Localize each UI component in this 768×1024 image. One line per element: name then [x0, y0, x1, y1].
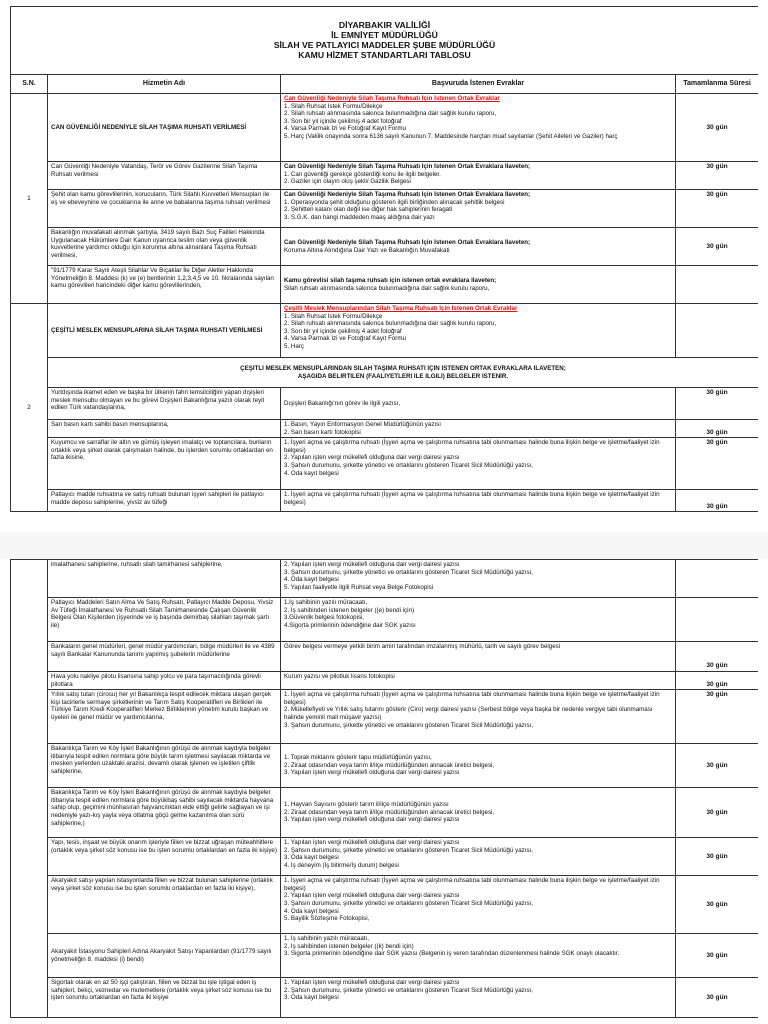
document-item: 2. Şehitten kalanı olan değil ise diğer hak sahiplerinin feragati — [284, 206, 453, 214]
document-item: 5. Harç — [284, 342, 304, 350]
document-item: 1. İşyeri açma ve çalıştırma ruhsatı (İşyeri açma ve çalıştırma ruhsatına tabi olunmaması halinde buna ilişkin belge ve işletme/faaliyet izin belgesi) — [284, 491, 660, 506]
header-table-title: KAMU HİZMET STANDARTLARI TABLOSU — [298, 50, 471, 60]
document-item: 2. Ziraat odasından veya tarım il/ilçe müdürlüğünden alınacak üretici belgesi, — [284, 761, 495, 769]
document-item: 1.İş sahibinin yazılı müracaatı, — [284, 599, 368, 606]
table-row — [11, 190, 759, 228]
document-item: 1. Operasyonda şehit olduğunu gösteren ilgili birliğinden alınacak şehitlik belgesi — [284, 198, 505, 206]
document-item: 1. Hayvan Sayısını gösterir tarım il/ilçe müdürlüğünün yazısı — [284, 801, 449, 809]
service-name: Kuyumcu ve sarraflar ile altın ve gümüş işleyen imalatçı ve toptancılara, bunların ortaklık veya şirket olarak çalışmaları halinde, bu işlerden sorumlu ortaklardan en fazla ikisine, — [48, 438, 281, 490]
table-row — [11, 788, 759, 838]
row-number — [11, 560, 48, 1018]
completion-time: 30 gün — [676, 490, 759, 512]
service-name: Şehit olan kamu görevlilerinin, korucuların, Türk Silahlı Kuvvetleri Mensupları ile eş ve ebeveynine ve çocuklarına ile anne ve babalarına taşıma ruhsatı verilmesi — [48, 190, 281, 228]
document-item: 2. Mükellefiyeti ve Yıllık satış tutarını gösterir (Ciro) vergi dairesi yazısı (Serbest bölge veya başka bir nedenle vergiye tabi olunmaması halinde yeminli mali müşavir yazısı) — [284, 706, 653, 721]
required-documents — [281, 228, 676, 266]
document-item: 1. Silah Ruhsat İstek Formu/Dilekçe — [284, 102, 383, 110]
section-note-line: ÇEŞİTLİ MESLEK MENSUPLARINDAN SİLAH TAŞIMA RUHSATI İÇİN İSTENEN ORTAK EVRAKLARA İLAVETEN; — [240, 364, 566, 372]
document-item: 3. Şahsın durumunu, şirkette yönetici ve ortaklarını gösteren Ticaret Sicil Müdürlüğü yazısı, — [284, 899, 533, 907]
completion-time: 30 gün — [676, 744, 759, 788]
completion-time: 30 gün — [676, 876, 759, 934]
document-item: 2. Yapılan işten vergi mükellefi olduğuna dair vergi dairesi yazısı — [284, 561, 460, 568]
service-name: Bakanlığın muvafakati alınmak şartıyla, 3419 sayılı Bazı Suç Failleri Hakkında Uygulanacak Hükümlere Dair Kanun uyarınca teslim olan veya güvenlik kuvvetlerine yardımcı olduğu için korunma altına alınanlara Taşıma Ruhsatı verilmesi, — [48, 228, 281, 266]
table-row — [11, 490, 759, 512]
standards-table-page-1 — [10, 6, 758, 512]
document-item: 2. Ziraat odasından veya tarım il/ilçe müdürlüğünden alınacak üretici belgesi, — [284, 808, 495, 816]
section-note — [48, 358, 759, 388]
completion-time: 30 gün — [676, 838, 759, 876]
document-heading: Can Güvenliği Nedeniyle Silah Taşıma Ruhsatı İçin İstenen Ortak Evraklara İlaveten; — [284, 163, 531, 170]
header-governorship: DİYARBAKIR VALİLİĞİ — [338, 20, 431, 30]
completion-time: 30 gün — [676, 162, 759, 190]
document-item: 3.Güvenlik belgesi fotokopisi, — [284, 614, 365, 622]
service-name: Bakanlıkça Tarım ve Köy İşleri Bakanlığının görüşü de alınmak kaydıyla belgeler itibarıyla tespit edilen normlara göre büyükbaş sahibi sayılacak miktarda hayvana sahip olup, geçimini münhasıran hayvancılıktan elde ettiği gelirle sağlayan ve işi nedeniyle yazı-kış yayla veya otlatma göçü gelme kazanılma olan sürü sahiplerine,) — [48, 788, 281, 838]
completion-time — [676, 560, 759, 598]
document-item: 3. Oda kayıt belgesi — [284, 994, 339, 1002]
table-row — [11, 438, 759, 490]
document-item: 3. Oda kayıt belgesi — [284, 854, 339, 862]
table-row — [11, 94, 759, 162]
document-item: 5. Bayilik Sözleşme Fotokopisi, — [284, 915, 370, 923]
table-row — [11, 266, 759, 304]
column-header-documents: Başvuruda İstenen Evraklar — [281, 75, 676, 94]
completion-time: 30 gün — [676, 934, 759, 978]
completion-time: 30 gün — [676, 690, 759, 744]
required-documents — [281, 490, 676, 512]
required-documents — [281, 934, 676, 978]
document-item: 2. Gaziler için olayın oluş şekli/ Gazilik Belgesi — [284, 178, 411, 186]
document-item: Dışişleri Bakanlığı'nın görev ile ilgili yazısı, — [284, 399, 401, 407]
document-item: 4. Varsa Parmak İzi ve Fotoğraf Kayıt Formu — [284, 335, 406, 343]
document-item: 3. Son bir yıl içinde çekilmiş 4 adet fotoğraf — [284, 117, 402, 125]
completion-time: 30 gün — [676, 788, 759, 838]
service-name: Patlayıcı madde ruhsatına ve satış ruhsatı bulunan işyeri sahipleri ile patlayıcı madde deposu sahiplerine, yivsiz av tüfeği — [48, 490, 281, 512]
document-item: 2. Sarı basın kartı fotokopisi — [284, 428, 361, 436]
required-documents — [281, 94, 676, 162]
document-item: 1. Silah Ruhsat İstek Formu/Dilekçe — [284, 312, 383, 320]
document-item: 1. İşyeri açma ve çalıştırma ruhsatı (İşyeri açma ve çalıştırma ruhsatına tabi olunmaması halinde buna ilişkin belge ve işletme/faaliyet izin belgesi) — [284, 691, 660, 706]
completion-time: 30 gün — [676, 438, 759, 490]
document-item: 3. Yapılan işten vergi mükellefi olduğuna dair vergi dairesi yazısı — [284, 769, 460, 777]
table-row — [11, 642, 759, 672]
table-row — [11, 388, 759, 420]
service-name: Bankaların genel müdürleri, genel müdür yardımcıları, bölge müdürleri ile ve 4389 sayılı Bankalar Kanununda tanımı yapılmış şubelerin müdürlerine — [48, 642, 281, 672]
document-page-2 — [10, 559, 758, 1024]
table-row — [11, 420, 759, 438]
completion-time: 30 gün — [676, 190, 759, 228]
row-number: 2 — [11, 304, 48, 512]
service-name: Bakanlıkça Tarım ve Köy İşleri Bakanlığının görüşü de alınmak kaydıyla belgeler itibarıyla tespit edilen normlara göre büyük tarım işletmesi sayılacak miktarda ve mesken yerlerden uzaktaki arazisi, devamlı olarak işlenen ve işletilen çiftlik sahiplerine, — [48, 744, 281, 788]
service-name: Patlayıcı Maddeleri Satın Alma Ve Satış Ruhsatı, Patlayıcı Madde Deposu, Yivsiz Av Tüfeği İmalathanesi Ve Ruhsatlı Silah Tamirhanesinde Çalışan Güvenlik Belgesi Olan Kişilerden (işyerinde ve iş başında demirbaş silahları taşımak şartı ile) — [48, 598, 281, 642]
completion-time — [676, 266, 759, 304]
document-heading: Can Güvenliği Nedeniyle Silah Taşıma Ruhsatı İçin İstenen Ortak Evraklara İlaveten; — [284, 191, 531, 198]
document-item: 2. Yapılan işten vergi mükellefi olduğuna dair vergi dairesi yazısı — [284, 454, 460, 462]
standards-table-page-2 — [10, 559, 758, 1018]
required-documents — [281, 788, 676, 838]
document-item: 2. Şahsın durumunu, şirkette yönetici ve ortaklarını gösteren Ticaret Sicil Müdürlüğü yazısı, — [284, 986, 533, 994]
document-page-1 — [10, 6, 758, 532]
document-item: 3. Şahsın durumunu, şirkette yönetici ve ortaklarını gösteren Ticaret Sicil Müdürlüğü yazısı, — [284, 721, 533, 729]
required-documents — [281, 978, 676, 1018]
service-name: Yapı, tesis, inşaat ve büyük onarım işleriyle fiilen ve bizzat uğraşan müteahhitlere (ortaklık veya şirket söz konusu ise bu işten sorumlu ortaklardan en fazla iki kişiye) — [48, 838, 281, 876]
table-row — [11, 560, 759, 598]
required-documents — [281, 190, 676, 228]
header-police-directorate: İL EMNİYET MÜDÜRLÜĞÜ — [331, 30, 438, 40]
document-item: 4. İş deneyim (İş bitirme/İş durum) belgesi — [284, 861, 399, 869]
required-documents — [281, 598, 676, 642]
document-heading: Kamu görevlisi silah taşıma ruhsatı için istenen ortak evraklara ilaveten; — [284, 276, 497, 284]
service-name: Akaryakıt satışı yapılan istasyonlarda fiilen ve bizzat bulunan sahiplerine (ortaklık veya şirket söz konusu ise bu işten sorumlu ortaklardan en fazla iki kişiye), — [48, 876, 281, 934]
table-row — [11, 672, 759, 690]
section-note-line: AŞAĞIDA BELİRTİLEN (FAALİYETLERİ İLE İLGİLİ) BELGELER İSTENİR. — [297, 372, 509, 380]
required-documents — [281, 438, 676, 490]
table-row — [11, 744, 759, 788]
required-documents — [281, 744, 676, 788]
document-item: 4. Oda kayıt belgesi — [284, 907, 339, 915]
required-documents — [281, 420, 676, 438]
document-item: 1. İşyeri açma ve çalıştırma ruhsatı (İşyeri açma ve çalıştırma ruhsatına tabi olunmaması halinde buna ilişkin belge ve işletme/faaliyet izin belgesi) — [284, 877, 660, 892]
required-documents — [281, 838, 676, 876]
document-item: 3. Yapılan işten vergi mükellefi olduğuna dair vergi dairesi yazısı — [284, 816, 460, 824]
table-row — [11, 690, 759, 744]
table-row — [11, 838, 759, 876]
document-item: 1. Basın, Yayın Enformasyon Genel Müdürlüğünün yazısı — [284, 421, 441, 428]
table-row — [11, 162, 759, 190]
completion-time: 30 gün — [676, 642, 759, 672]
document-item: 5. Harç (Valilik onayında sonra 6136 sayılı Kanunun 7. Maddesinde harçtan muaf sayılanlar (Şehit Aileleri ve Gaziler) harç — [284, 132, 618, 140]
document-item: 5. Yapılan faaliyetle ilgili Ruhsat veya Belge Fotokopisi — [284, 583, 434, 591]
service-name: Sigortalı olarak en az 50 işçi çalıştıran, fiilen ve bizzat bu işle iştigal eden iş sahipleri, bekçi, veznedar ve mutemetlere (ortaklık veya şirket söz konusu ise bu işten sorumlu ortaklardan en fazla iki kişiye — [48, 978, 281, 1018]
completion-time — [676, 304, 759, 358]
service-name: Sarı basın kartı sahibi basın mensuplarına, — [48, 420, 281, 438]
table-row — [11, 978, 759, 1018]
section-heading: Çeşitli Meslek Mensuplarından Silah Taşıma Ruhsatı İçin İstenen Ortak Evraklar — [284, 305, 518, 312]
completion-time — [676, 598, 759, 642]
service-name: Yıllık satış tutarı (cirosu) her yıl Bakanlıkça tespit edilecek miktara ulaşan gerçek kişi tacirlerle sermaye şirketlerinin ve Tarım Satış Kooperatifleri ve Birlikleri ile Türkiye Tarım Kredi Kooperatifleri Merkez Birliklerinin yönetim kurulu başkan ve üyeleri ile genel müdür ve yardımcılarına, — [48, 690, 281, 744]
column-header-duration: Tamamlanma Süresi — [676, 75, 759, 94]
document-item: 2. Silah ruhsatı alınmasında sakınca bulunmadığına dair sağlık kurulu raporu, — [284, 320, 497, 328]
required-documents — [281, 560, 676, 598]
document-item: 4.Sigorta primlerinin ödendiğine dair SGK yazısı — [284, 621, 416, 629]
service-name: CAN GÜVENLİĞİ NEDENİYLE SİLAH TAŞIMA RUHSATI VERİLMESİ — [48, 94, 281, 162]
document-item: 4. Oda kayıt belgesi — [284, 469, 339, 477]
document-item: 4. Oda kayıt belgesi — [284, 576, 339, 584]
completion-time: 30 gün — [676, 420, 759, 438]
document-item: 1. Yapılan işten vergi mükellefi olduğuna dair vergi dairesi yazısı — [284, 979, 460, 987]
completion-time: 30 gün — [676, 672, 759, 690]
document-header — [11, 7, 759, 75]
completion-time: 30 gün — [676, 94, 759, 162]
service-name: imalathanesi sahiplerine, ruhsatlı silah tamirhanesi sahiplerine, — [48, 560, 281, 598]
completion-time: 30 gün — [676, 228, 759, 266]
document-item: 3. Şahsın durumunu, şirkette yönetici ve ortaklarını gösteren Ticaret Sicil Müdürlüğü yazısı, — [284, 461, 533, 469]
document-item: Koruma Altına Alındığına Dair Yazı ve Bakanlığın Muvafakati — [284, 246, 450, 254]
table-row — [11, 358, 759, 388]
column-header-sn: S.N. — [11, 75, 48, 94]
document-item: 3. S.G.K. dan hangi maddeden maaş aldığına dair yazı — [284, 213, 435, 221]
document-item: 1. Yapılan işten vergi mükellefi olduğuna dair vergi dairesi yazısı — [284, 839, 460, 847]
document-item: 1. İş sahibinin yazılı müracaatı, — [284, 935, 369, 943]
required-documents — [281, 672, 676, 690]
table-row — [11, 876, 759, 934]
document-item: 1. Toprak miktarını gösterir tapu müdürlüğünün yazısı, — [284, 754, 432, 762]
document-item: Görev belgesi vermeye yetkili birim amiri tarafından imzalanmış mühürlü, tarih ve sayılı görev belgesi — [284, 643, 561, 650]
document-item: 1. Can güvenliği gerekçe gösterdiği konu ile ilgili belgeler. — [284, 170, 441, 178]
document-item: 2. İş sahibinden istenen belgeler ((k) bendi için) — [284, 942, 414, 950]
document-item: 3. Sigorta primlerinin ödendiğine dair SGK yazısı (Belgenin iş veren tarafından düzenlenmesi halinde SGK onaylı olacaktır. — [284, 950, 620, 958]
document-item: 2. İş sahibinden istenen belgeler ((e) bendi için) — [284, 606, 415, 614]
required-documents — [281, 642, 676, 672]
required-documents — [281, 876, 676, 934]
document-item: 1. İşyeri açma ve çalıştırma ruhsatı (İşyeri açma ve çalıştırma ruhsatına tabi olunmaması halinde buna ilişkin belge ve işletme/faaliyet izin belgesi) — [284, 439, 660, 454]
required-documents — [281, 304, 676, 358]
document-heading: Can Güvenliği Nedeniyle Silah Taşıma Ruhsatı İçin İstenen Ortak Evraklara İlaveten; — [284, 238, 531, 246]
document-item: 2. Yapılan işten vergi mükellefi olduğuna dair vergi dairesi yazısı — [284, 892, 460, 900]
completion-time: 30 gün — [676, 978, 759, 1018]
completion-time: 30 gün — [676, 388, 759, 420]
row-number: 1 — [11, 94, 48, 304]
document-item: Kurum yazısı ve pilotluk lisans fotokopisi — [284, 673, 395, 680]
document-item: 3. Son bir yıl içinde çekilmiş 4 adet fotoğraf — [284, 327, 402, 335]
document-item: Silah ruhsatı alınmasında sakınca bulunmadığına dair sağlık kurulu raporu, — [284, 284, 490, 292]
header-branch: SİLAH VE PATLAYICI MADDELER ŞUBE MÜDÜRLÜĞÜ — [273, 40, 496, 50]
column-header-service: Hizmetin Adı — [48, 75, 281, 94]
required-documents — [281, 388, 676, 420]
document-item: 2. Şahsın durumunu, şirkette yönetici ve ortaklarını gösteren Ticaret Sicil Müdürlüğü yazısı, — [284, 846, 533, 854]
table-row — [11, 228, 759, 266]
document-item: 3. Şahsın durumunu, şirkette yönetici ve ortaklarını gösteren Ticaret Sicil Müdürlüğü yazısı, — [284, 568, 533, 576]
table-row — [11, 934, 759, 978]
table-row — [11, 304, 759, 358]
required-documents — [281, 266, 676, 304]
service-name: "91/1779 Karar Sayılı Ateşli Silahlar Ve Bıçaklar İle Diğer Aletler Hakkında Yönetmeliğin 8. Maddesi (k) ve (e) bentlerinin 1,2,3,4,5 ve 10. fıkralarında sayılan kamu görevlileri haricindeki diğer kamu görevlilerinden, — [48, 266, 281, 304]
service-name: Yurtdışında ikamet eden ve başka bir ülkenin fahri temsilciliğini yapan dışişleri meslek mensubu olmayan ve bu görevi Dışişleri Bakanlığına yazılı olarak teyit edilen Türk vatandaşlarına, — [48, 388, 281, 420]
page-separator — [0, 532, 768, 559]
service-name: Can Güvenliği Nedeniyle Vatandaş, Terör ve Görev Gazilerine Silah Taşıma Ruhsatı verilmesi — [48, 162, 281, 190]
service-name: Akaryakıt İstasyonu Sahipleri Adına Akaryakıt Satışı Yapanlardan (91/1779 sayılı yönetmeliğin 8. maddesi (i) bendi) — [48, 934, 281, 978]
service-name: Hava yolu nakliye pilotu lisansına sahip yolcu ve para taşımacılığında görevli pilotlara — [48, 672, 281, 690]
section-heading: Can Güvenliği Nedeniyle Silah Taşıma Ruhsatı İçin İstenen Ortak Evraklar — [284, 95, 500, 102]
document-item: 2. Silah ruhsatı alınmasında sakınca bulunmadığına dair sağlık kurulu raporu, — [284, 110, 497, 118]
required-documents — [281, 162, 676, 190]
required-documents — [281, 690, 676, 744]
document-item: 4. Varsa Parmak İzi ve Fotoğraf Kayıt Formu — [284, 125, 406, 133]
table-row — [11, 598, 759, 642]
service-name: ÇEŞİTLİ MESLEK MENSUPLARINA SİLAH TAŞIMA RUHSATI VERİLMESİ — [48, 304, 281, 358]
